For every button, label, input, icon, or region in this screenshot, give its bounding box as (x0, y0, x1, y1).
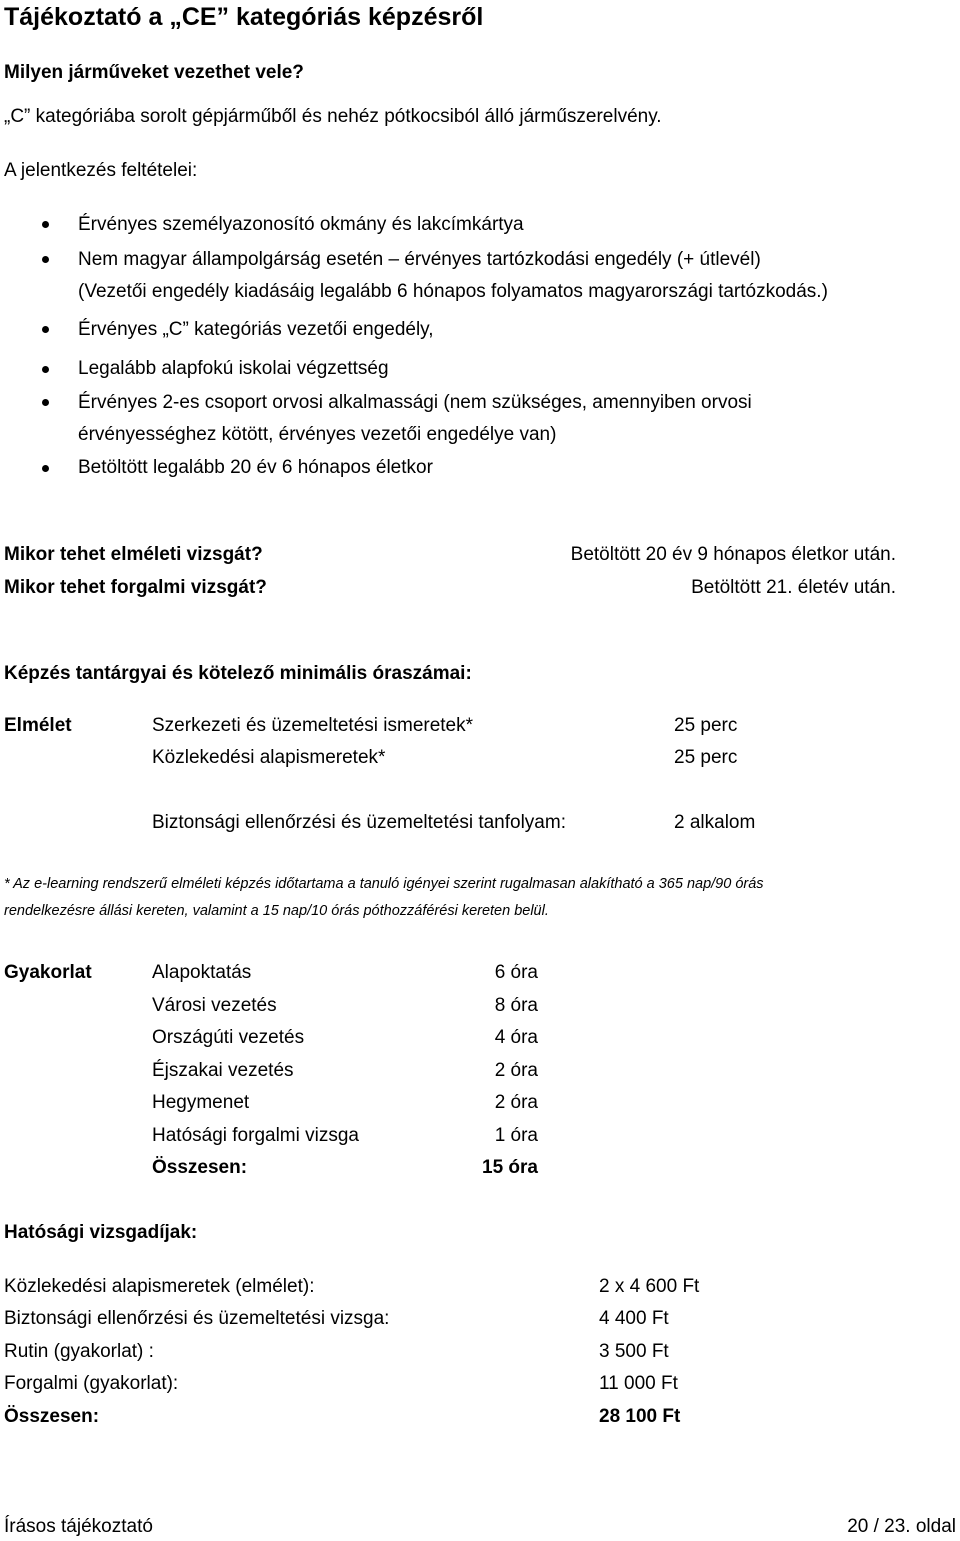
fees-heading: Hatósági vizsgadíjak: (4, 1222, 198, 1243)
requirements-heading: A jelentkezés feltételei: (4, 160, 198, 181)
bullet-icon (42, 221, 49, 228)
traffic-exam-question: Mikor tehet forgalmi vizsgát? (4, 577, 267, 598)
safety-course-amount: 2 alkalom (674, 812, 756, 833)
bullet-icon (42, 399, 49, 406)
page-title: Tájékoztató a „CE” kategóriás képzésről (4, 3, 484, 31)
practice-subject: Hatósági forgalmi vizsga (152, 1125, 359, 1146)
requirement-item: Legalább alapfokú iskolai végzettség (78, 358, 389, 379)
vehicles-heading: Milyen járműveket vezethet vele? (4, 62, 304, 83)
footer-left: Írásos tájékoztató (4, 1516, 153, 1537)
theory-exam-question: Mikor tehet elméleti vizsgát? (4, 544, 263, 565)
bullet-icon (42, 256, 49, 263)
practice-subject: Éjszakai vezetés (152, 1060, 294, 1081)
fee-label: Biztonsági ellenőrzési és üzemeltetési vizsga: (4, 1308, 390, 1329)
traffic-exam-answer: Betöltött 21. életév után. (691, 577, 896, 598)
requirement-item: Érvényes személyazonosító okmány és lakcímkártya (78, 214, 524, 235)
theory-exam-answer: Betöltött 20 év 9 hónapos életkor után. (570, 544, 896, 565)
theory-label: Elmélet (4, 715, 72, 736)
fees-total-label: Összesen: (4, 1406, 100, 1427)
practice-subject: Országúti vezetés (152, 1027, 305, 1048)
elearning-note: * Az e-learning rendszerű elméleti képzés időtartama a tanuló igényei szerint rugalmasan alakítható a 365 nap/90 órás (4, 876, 764, 892)
fee-label: Rutin (gyakorlat) : (4, 1341, 154, 1362)
practice-subject: Városi vezetés (152, 995, 277, 1016)
practice-total-label: Összesen: (152, 1157, 248, 1178)
requirement-item-continuation: (Vezetői engedély kiadásáig legalább 6 hónapos folyamatos magyarországi tartózkodás.) (78, 281, 828, 302)
elearning-note-continuation: rendelkezésre állási kereten, valamint a 15 nap/10 órás póthozzáférési kereten belül. (4, 903, 549, 919)
fee-amount: 3 500 Ft (599, 1341, 669, 1362)
practice-amount: 6 óra (494, 962, 538, 983)
bullet-icon (42, 465, 49, 472)
practice-amount: 8 óra (494, 995, 538, 1016)
practice-label: Gyakorlat (4, 962, 92, 983)
requirement-item-continuation: érvényességhez kötött, érvényes vezetői engedélye van) (78, 424, 557, 445)
requirement-item: Nem magyar állampolgárság esetén – érvényes tartózkodási engedély (+ útlevél) (78, 249, 761, 270)
practice-amount: 2 óra (494, 1060, 538, 1081)
practice-amount: 2 óra (494, 1092, 538, 1113)
vehicles-text: „C” kategóriába sorolt gépjárműből és nehéz pótkocsiból álló járműszerelvény. (4, 106, 662, 127)
practice-amount: 1 óra (494, 1125, 538, 1146)
fee-label: Forgalmi (gyakorlat): (4, 1373, 179, 1394)
practice-amount: 4 óra (494, 1027, 538, 1048)
fees-total-amount: 28 100 Ft (599, 1406, 681, 1427)
training-heading: Képzés tantárgyai és kötelező minimális óraszámai: (4, 663, 472, 684)
practice-subject: Hegymenet (152, 1092, 250, 1113)
theory-amount: 25 perc (674, 715, 738, 736)
fee-amount: 11 000 Ft (599, 1373, 678, 1394)
fee-amount: 4 400 Ft (599, 1308, 669, 1329)
theory-amount: 25 perc (674, 747, 738, 768)
fee-label: Közlekedési alapismeretek (elmélet): (4, 1276, 315, 1297)
practice-subject: Alapoktatás (152, 962, 252, 983)
bullet-icon (42, 366, 49, 373)
page-number: 20 / 23. oldal (847, 1516, 956, 1537)
practice-total-amount: 15 óra (482, 1157, 538, 1178)
requirement-item: Érvényes 2-es csoport orvosi alkalmassági (nem szükséges, amennyiben orvosi (78, 392, 752, 413)
fee-amount: 2 x 4 600 Ft (599, 1276, 700, 1297)
theory-subject: Közlekedési alapismeretek* (152, 747, 386, 768)
theory-subject: Szerkezeti és üzemeltetési ismeretek* (152, 715, 474, 736)
requirement-item: Betöltött legalább 20 év 6 hónapos életkor (78, 457, 433, 478)
bullet-icon (42, 326, 49, 333)
requirement-item: Érvényes „C” kategóriás vezetői engedély, (78, 319, 434, 340)
safety-course-subject: Biztonsági ellenőrzési és üzemeltetési tanfolyam: (152, 812, 566, 833)
